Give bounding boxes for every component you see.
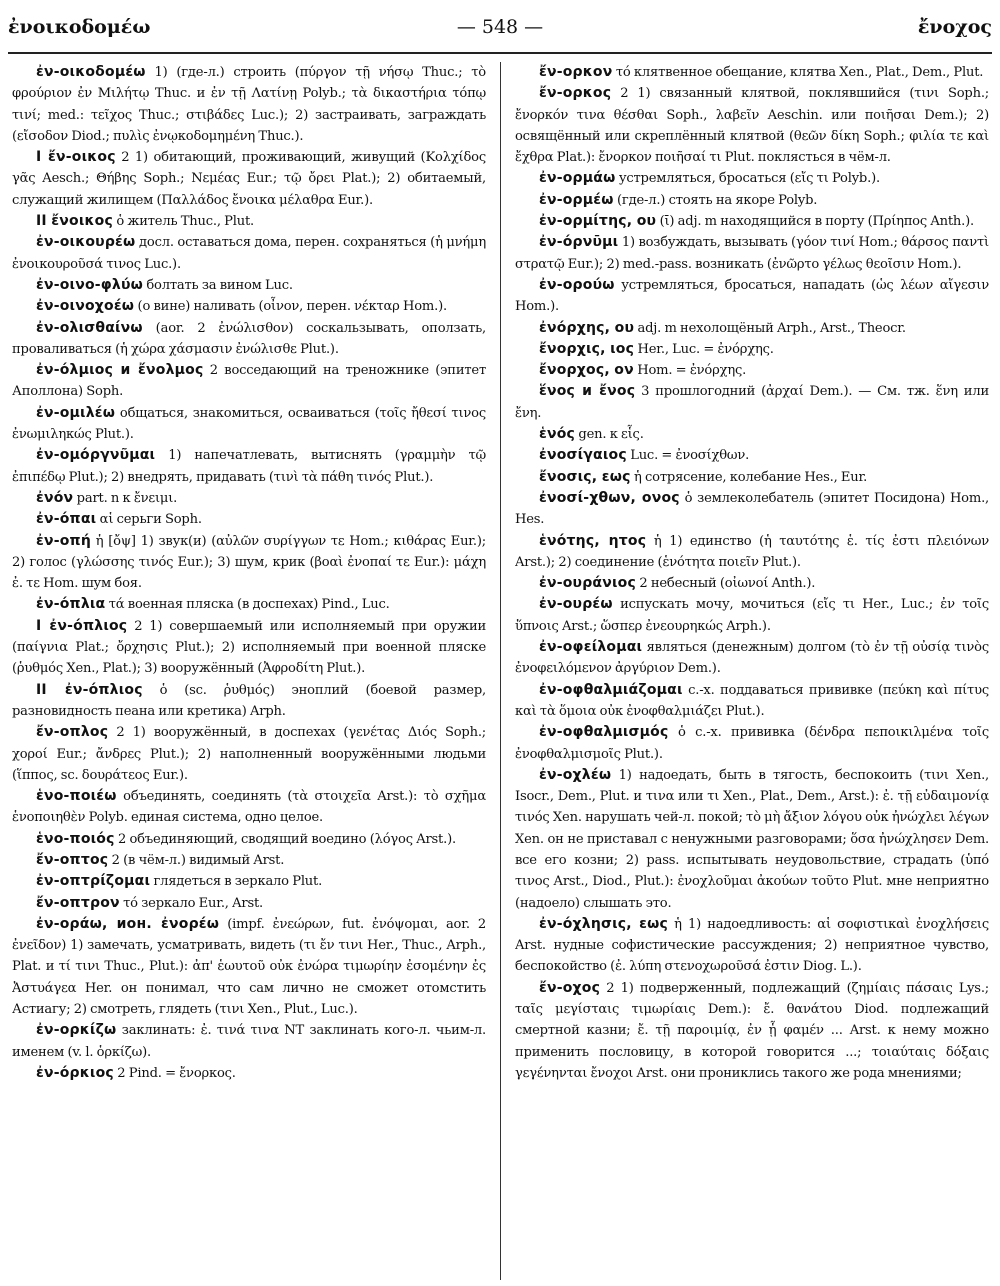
dictionary-entry	[12, 829, 486, 850]
entry-headword: ἐν-οινοχοέω	[36, 298, 135, 315]
entry-headword: ἐν-όχλησις, εως	[539, 915, 668, 932]
entry-definition: adj. m нехолощёный Arph., Arst., Theocr.	[634, 320, 906, 336]
entry-definition: глядеться в зеркало Plut.	[150, 874, 323, 890]
entry-headword: ἐν-οπή	[36, 532, 91, 549]
dictionary-entry	[515, 381, 989, 424]
dictionary-entry	[515, 765, 989, 914]
entry-definition: устремляться, бросаться, нападать (ὡς λέων αἴγεσιν Hom.).	[515, 277, 989, 315]
dictionary-entry	[515, 914, 989, 978]
running-head-left: ἐνοικοδομέω	[8, 16, 151, 38]
dictionary-entry	[515, 424, 989, 445]
entry-definition: 2 1) обитающий, проживающий, живущий (Κολχίδος γᾶς Aesch.; Θήβης Soph.; Νεμέας Eur.; τῷ ὄρει Plat.); 2) обитаемый, служащий жилищем (Παλλάδος ἔνοικα μέλαθρα Eur.).	[12, 150, 486, 208]
entry-definition: ὁ (sc. ῥυθμός) эноплий (боевой размер, разновидность пеана или кретика) Arph.	[12, 682, 486, 719]
entry-definition: 2 1) подверженный, подлежащий (ζημίαις πάσαις Lys.; ταῖς μεγίσταις τιμωρίαις Dem.): ἔ. θανάτου Diod. подлежащий смертной казни; ἔ. τῇ παροιμίᾳ, ἐν ᾗ φαμέν ... Arst. к нему можно применить пословицу, в которой говорится ...; τοιαύταις δόξαις γεγένηνται ἔνοχοι Arst. они прониклись такого же рода мнениями;	[515, 980, 989, 1081]
entry-headword: ἐν-ολισθαίνω	[36, 319, 143, 336]
entry-headword: ἐν-όρνῡμι	[539, 234, 619, 251]
dictionary-entry	[12, 318, 486, 361]
entry-headword: ἑνός	[539, 426, 576, 443]
dictionary-entry	[12, 914, 486, 1020]
entry-definition: заклинать: ἐ. τινά τινα NT заклинать кого-л. чьим-л. именем (v. l. ὁρκίζω).	[12, 1023, 486, 1060]
entry-headword: ἐν-όπλια	[36, 596, 106, 613]
entry-definition: τά военная пляска (в доспехах) Pind., Luc.	[105, 597, 390, 613]
dictionary-entry	[12, 680, 486, 723]
entry-definition: part. n к ἔνειμι.	[73, 490, 178, 506]
entry-definition: 2 1) совершаемый или исполняемый при оружии (παίγνια Plat.; ὄρχησις Plut.); 2) исполняемый при военной пляске (ῥυθμός Xen., Plat.); 3) вооружённый (Ἀφροδίτη Plut.).	[12, 618, 486, 677]
entry-headword: ἐν-ορούω	[539, 276, 615, 293]
dictionary-entry	[12, 403, 486, 446]
dictionary-entry	[12, 445, 486, 488]
header-rule	[8, 52, 992, 54]
entry-definition: 2 Pind. = ἔνορκος.	[113, 1065, 236, 1081]
entry-headword: ἐν-οφθαλμισμός	[539, 724, 669, 741]
page-number: — 548 —	[456, 16, 544, 38]
entry-definition: ὁ житель Thuc., Plut.	[112, 214, 255, 230]
entry-definition: 1) возбуждать, вызывать (γόον τινί Hom.; θάρσος παντὶ στρατῷ Eur.); 2) med.-pass. возникать (ἐνῶρτο γέλως θεοῖσιν Hom.).	[515, 235, 989, 272]
running-head-right: ἔνοχος	[917, 16, 992, 38]
entry-headword: ἐν-οπτρίζομαι	[36, 873, 151, 890]
entry-definition: (aor. 2 ἐνώλισθον) соскальзывать, оползать, проваливаться (ἡ χώρα χάσμασιν ἐνώλισθε Plut.).	[12, 320, 486, 357]
dictionary-entry	[515, 190, 989, 211]
dictionary-entry	[515, 594, 989, 637]
dictionary-entry	[515, 445, 989, 466]
entry-definition: устремляться, бросаться (εἴς τι Polyb.).	[615, 171, 880, 187]
dictionary-entry	[515, 275, 989, 318]
dictionary-entry	[515, 488, 989, 531]
dictionary-entry	[12, 488, 486, 509]
entry-headword: ἐν-οράω, ион. ἐνορέω	[36, 915, 220, 932]
entry-headword: ἐν-ορμάω	[539, 170, 616, 187]
entry-headword: ἑνότης, ητος	[539, 532, 647, 549]
dictionary-entry	[12, 786, 486, 829]
dictionary-entry	[12, 594, 486, 615]
entry-definition: 2 1) вооружённый, в доспехах (γενέτας Διός Soph.; χοροί Eur.; ἄνδρες Plut.); 2) наполненный вооружёнными людьми (ἵππος, sc. δουράτεος Eur.).	[12, 725, 486, 783]
entry-headword: ἐν-οφθαλμιάζομαι	[539, 681, 683, 698]
entry-headword: ἔν-οπτος	[36, 851, 109, 868]
dictionary-entry	[515, 318, 989, 339]
entry-definition: 2 восседающий на треножнике (эпитет Аполлона) Soph.	[12, 363, 486, 400]
entry-definition: ἡ [ὄψ] 1) звук(и) (αὐλῶν συρίγγων τε Hom.; κιθάρας Eur.); 2) голос (γλώσσης τινός Eur.); 3) шум, крик (βοαὶ ἐνοπαί τε Eur.): μάχη ἐ. τε Hom. шум боя.	[12, 533, 486, 592]
dictionary-entry	[12, 1020, 486, 1063]
dictionary-entry	[12, 531, 486, 595]
entry-definition: испускать мочу, мочиться (εἴς τι Her., Luc.; ἐν τοῖς ὕπνοις Arst.; ὥσπερ ἐνεουρηκώς Arph.).	[515, 597, 989, 634]
entry-definition: 2 (в чём-л.) видимый Arst.	[108, 852, 285, 868]
entry-definition: gen. к εἷς.	[575, 427, 644, 443]
entry-headword: ἐν-οικοδομέω	[36, 64, 146, 80]
dictionary-entry	[12, 147, 486, 211]
entry-headword: ἐν-οινο-φλύω	[36, 276, 144, 293]
entry-headword: I ἔν-οικος	[36, 149, 116, 166]
entry-definition: τό клятвенное обещание, клятва Xen., Plat., Dem., Plut.	[612, 65, 984, 80]
entry-definition: 3 прошлогодний (ἀρχαί Dem.). — См. тж. ἕνη или ἔνη.	[515, 384, 989, 421]
entry-definition: (где-л.) стоять на якоре Polyb.	[613, 192, 818, 208]
entry-headword: ἐν-ορκίζω	[36, 1022, 117, 1039]
dictionary-entry	[12, 296, 486, 317]
dictionary-entry	[12, 871, 486, 892]
dictionary-entry	[12, 509, 486, 530]
entry-headword: ἐνόν	[36, 489, 74, 506]
dictionary-entry	[12, 62, 486, 147]
dictionary-entry	[515, 467, 989, 488]
entry-definition: Luc. = ἐνοσίχθων.	[626, 448, 750, 464]
entry-definition: Her., Luc. = ἐνόρχης.	[634, 341, 774, 357]
dictionary-entry	[12, 275, 486, 296]
entry-definition: ὁ с.-х. прививка (δένδρα πεποικιλμένα τοῖς ἐνοφθαλμισμοῖς Plut.).	[515, 725, 989, 762]
entry-definition: с.-х. поддаваться прививке (πεύκη καὶ πίτυς καὶ τὰ ὅμοια οὐκ ἐνοφθαλμιάζει Plut.).	[515, 682, 989, 719]
entry-definition: ἡ сотрясение, колебание Hes., Eur.	[630, 469, 868, 485]
entry-definition: 2 небесный (οἰωνοί Anth.).	[635, 576, 816, 592]
dictionary-entry	[12, 211, 486, 232]
dictionary-entry	[515, 168, 989, 189]
entry-definition: ἡ 1) надоедливость: αἱ σοφιστικαὶ ἐνοχλήσεις Arst. нудные софистические рассуждения; 2) неприятное чувство, беспокойство (ἐ. λύπη στενοχωροῦσά ἐστιν Diog. L.).	[515, 916, 989, 975]
entry-headword: ἐν-όρκιος	[36, 1064, 114, 1081]
entry-definition: Hom. = ἐνόρχης.	[633, 363, 747, 379]
entry-definition: (impf. ἐνεώρων, fut. ἐνόψομαι, aor. 2 ἐνεῖδον) 1) замечать, усматривать, видеть (τι ἔν τινι Her., Thuc., Arph., Plat. и τί τινι Thuc., Plut.): ἀπ' ἑωυτοῦ οὐκ ἐνώρα τιμωρίην ἐσομένην ἐς Ἀστυάγεα Her. он понимал, что сам лично не сможет отомстить Астиагу; 2) смотреть, глядеть (τινι Xen., Plut., Luc.).	[12, 916, 486, 1018]
entry-headword: ἐν-ορμέω	[539, 191, 614, 208]
entry-headword: ἕνος и ἔνος	[539, 383, 636, 400]
entry-headword: ἔν-οχος	[539, 979, 601, 996]
dictionary-entry	[515, 573, 989, 594]
dictionary-entry	[515, 360, 989, 381]
entry-definition: досл. оставаться дома, перен. сохраняться (ἡ μνήμη ἐνοικουροῦσά τινος Luc.).	[12, 235, 486, 272]
dictionary-entry	[12, 616, 486, 680]
entry-headword: ἐν-όλμιος и ἔνολμος	[36, 362, 204, 379]
entry-headword: ἐν-οικουρέω	[36, 234, 136, 251]
entry-definition: ἡ 1) единство (ἡ ταυτότης ἑ. τίς ἐστι πλειόνων Arst.); 2) соединение (ἑνότητα ποιεῖν Plut.).	[515, 533, 989, 570]
entry-definition: являться (денежным) долгом (τὸ ἐν τῇ οὐσίᾳ τινὸς ἐνοφειλόμενον ἀργύριον Dem.).	[515, 640, 989, 677]
entry-headword: ἐν-όπαι	[36, 511, 97, 528]
column-divider	[500, 62, 501, 1280]
dictionary-entry	[515, 680, 989, 723]
dictionary-entry	[515, 339, 989, 360]
dictionary-entry	[12, 893, 486, 914]
entry-headword: ἑνο-ποιός	[36, 830, 115, 847]
dictionary-entry	[12, 1063, 486, 1084]
entry-definition: τό зеркало Eur., Arst.	[119, 895, 263, 911]
entry-headword: ἐν-ομιλέω	[36, 404, 116, 421]
entry-definition: 2 1) связанный клятвой, поклявшийся (τινι Soph.; ἔνορκόν τινα θέσθαι Soph., λαβεῖν Aeschin. или ποιῆσαι Dem.); 2) освящённый или скреплённый клятвой (θεῶν δίκη Soph.; φιλία τε καὶ ἔχθρα Plat.): ἔνορκον ποιῆσαί τι Plut. поклясться в чём-л.	[515, 86, 989, 166]
entry-headword: II ἔνοικος	[36, 213, 113, 230]
dictionary-entry	[515, 637, 989, 680]
entry-definition: 1) напечатлевать, вытиснять (γραμμὴν τῷ ἐπιπέδῳ Plut.); 2) внедрять, придавать (τινὶ τὰ πάθη τινός Plut.).	[12, 448, 486, 485]
entry-headword: I ἐν-όπλιος	[36, 617, 128, 634]
entry-headword: ἐνοσίγαιος	[539, 447, 627, 464]
dictionary-entry	[12, 722, 486, 786]
entry-headword: ἔν-οπλος	[36, 724, 109, 741]
entry-definition: 1) надоедать, быть в тягость, беспокоить (τινι Xen., Isocr., Dem., Plut. и τινα или τι Xen., Plat., Dem., Arst.): ἐ. τῇ εὐδαιμονίᾳ τινός Xen. нарушать чей-л. покой; τὸ μὴ ἄξιον λόγου οὐκ ἠνώχλει λέγων Xen. он не приставал с ненужными разговорами; ὅσα ἠνώχλησεν Dem. все его козни; 2) pass. испытывать неудовольствие, страдать (ὑπό τινος Arst., Diod., Plut.): ἐνοχλοῦμαι ἀκούων τοῦτο Plut. мне неприятно (надоело) слышать это.	[515, 767, 989, 911]
entry-definition: болтать за вином Luc.	[143, 277, 293, 293]
entry-headword: ἔν-ορκον	[539, 64, 613, 80]
entry-headword: II ἐν-όπλιος	[36, 681, 143, 698]
entry-headword: ἐν-ουρέω	[539, 596, 613, 613]
entry-headword: ἑνο-ποιέω	[36, 788, 117, 805]
entry-definition: 1) (где-л.) строить (πύργον τῇ νήσῳ Thuc.; τὸ φρούριον ἐν Μιλήτῳ Thuc. и ἐν τῇ Λατίνῃ Polyb.; τὰ δικαστήρια τόπῳ τινί; med.: τεῖχος Thuc.; στιβάδες Luc.); 2) застраивать, заграждать (εἴσοδον Diod.; πυλὶς ἐνῳκοδομημένη Thuc.).	[12, 65, 486, 144]
page-header	[8, 6, 992, 46]
dictionary-entry	[12, 360, 486, 403]
left-column	[12, 62, 486, 1280]
dictionary-entry	[515, 83, 989, 168]
entry-headword: ἐνοσί-χθων, ονος	[539, 489, 680, 506]
dictionary-entry	[12, 232, 486, 275]
entry-definition: (ῑ) adj. m находящийся в порту (Πρίηπος Anth.).	[656, 214, 974, 230]
entry-headword: ἐν-ορμίτης, ου	[539, 213, 657, 230]
entry-definition: общаться, знакомиться, осваиваться (τοῖς ἤθεσί τινος ἐνωμιληκώς Plut.).	[12, 405, 486, 443]
entry-headword: ἐν-ομόργνῦμαι	[36, 447, 156, 464]
entry-definition: объединять, соединять (τὰ στοιχεῖα Arst.): τὸ σχῆμα ἑνοποιηθὲν Polyb. единая система, одно целое.	[12, 789, 486, 826]
dictionary-entry	[515, 722, 989, 765]
dictionary-entry	[515, 531, 989, 574]
dictionary-entry	[515, 62, 989, 83]
entry-headword: ἔν-οπτρον	[36, 894, 120, 911]
entry-definition: ὁ землеколебатель (эпитет Посидона) Hom., Hes.	[515, 490, 989, 528]
right-column	[515, 62, 989, 1280]
entry-headword: ἐν-ουράνιος	[539, 575, 636, 592]
entry-definition: (о вине) наливать (οἶνον, перен. νέκταρ Hom.).	[134, 299, 447, 315]
entry-headword: ἐνόρχης, ου	[539, 319, 635, 336]
entry-headword: ἔνοσις, εως	[539, 468, 631, 485]
entry-headword: ἔνορχις, ιος	[539, 340, 635, 357]
entry-definition: 2 объединяющий, сводящий воедино (λόγος Arst.).	[114, 831, 456, 847]
entry-headword: ἔνορχος, ον	[539, 362, 634, 379]
dictionary-entry	[12, 850, 486, 871]
dictionary-entry	[515, 978, 989, 1084]
dictionary-entry	[515, 232, 989, 275]
dictionary-entry	[515, 211, 989, 232]
entry-definition: αἱ серьги Soph.	[96, 512, 202, 528]
entry-headword: ἔν-ορκος	[539, 85, 612, 102]
entry-headword: ἐν-οχλέω	[539, 766, 612, 783]
entry-headword: ἐν-οφείλομαι	[539, 639, 643, 656]
